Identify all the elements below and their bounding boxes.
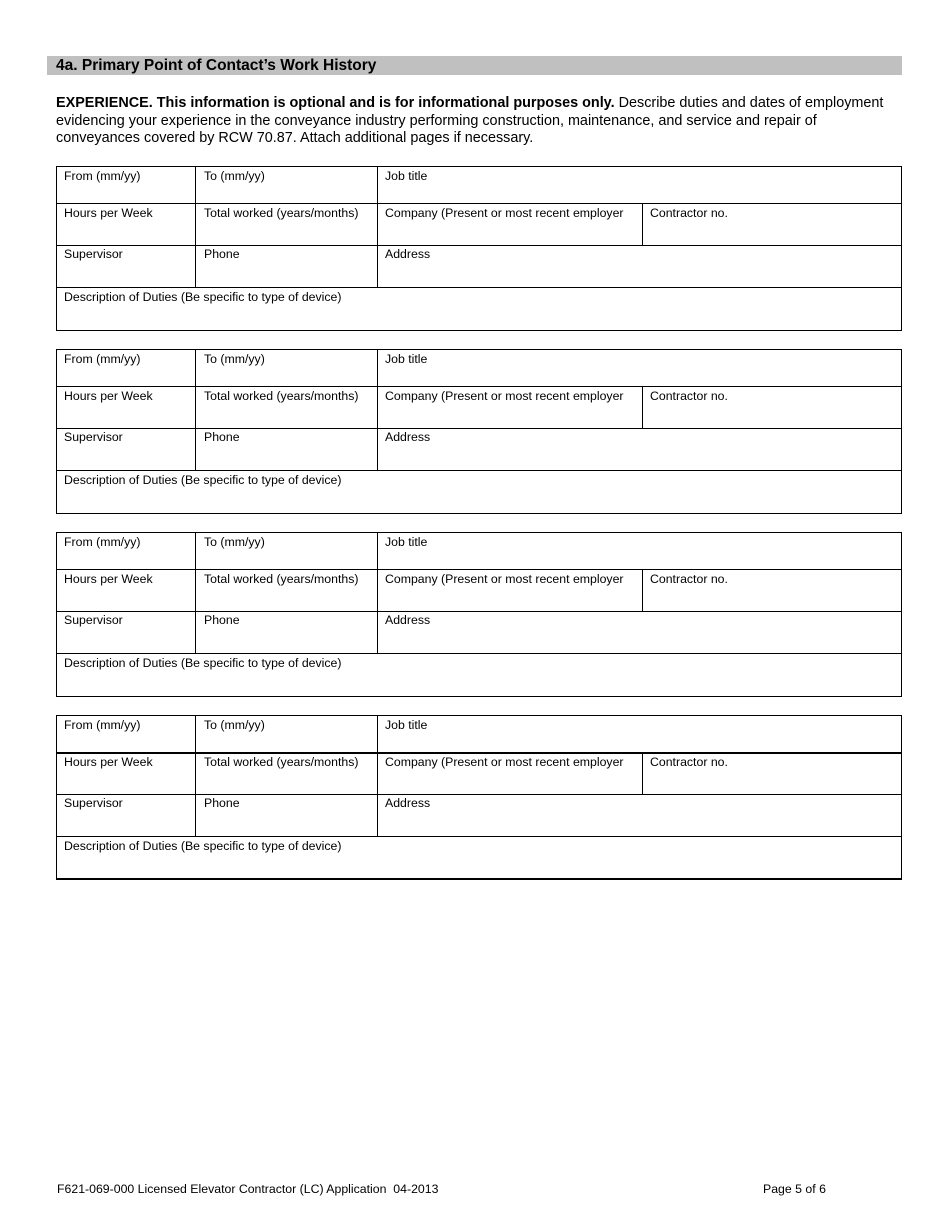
description-field[interactable]: Description of Duties (Be specific to type of device) [64,473,342,487]
row-divider [57,428,901,429]
form-identifier: F621-069-000 Licensed Elevator Contractor (LC) Application 04-2013 [57,1182,439,1196]
column-divider [642,386,643,428]
job-title-field[interactable]: Job title [385,352,428,366]
supervisor-field[interactable]: Supervisor [64,247,123,261]
description-field[interactable]: Description of Duties (Be specific to type of device) [64,290,342,304]
supervisor-field[interactable]: Supervisor [64,796,123,810]
work-history-block-2 [56,349,902,514]
row-divider [57,836,901,837]
job-title-field[interactable]: Job title [385,535,428,549]
row-divider [57,611,901,612]
total-worked-field[interactable]: Total worked (years/months) [204,389,359,403]
from-date-field[interactable]: From (mm/yy) [64,169,141,183]
from-date-field[interactable]: From (mm/yy) [64,352,141,366]
from-date-field[interactable]: From (mm/yy) [64,718,141,732]
row-divider [57,653,901,654]
total-worked-field[interactable]: Total worked (years/months) [204,572,359,586]
contractor-number-field[interactable]: Contractor no. [650,206,728,220]
column-divider [377,533,378,653]
experience-lead: EXPERIENCE. This information is optional and is for informational purposes only. [56,95,615,111]
address-field[interactable]: Address [385,247,431,261]
job-title-field[interactable]: Job title [385,718,428,732]
description-field[interactable]: Description of Duties (Be specific to type of device) [64,656,342,670]
experience-text: Describe duties and dates of employment evidencing your experience in the conveyance industry performing construction, maintenance, and service and repair of conveyances covered by RCW 70.87. Attach additional pages if necessary. [56,95,884,147]
total-worked-field[interactable]: Total worked (years/months) [204,206,359,220]
address-field[interactable]: Address [385,796,431,810]
experience-instructions [56,95,892,148]
supervisor-field[interactable]: Supervisor [64,613,123,627]
hours-per-week-field[interactable]: Hours per Week [64,206,153,220]
work-history-block-4 [56,715,902,880]
to-date-field[interactable]: To (mm/yy) [204,169,265,183]
page-number: Page 5 of 6 [763,1182,826,1196]
company-field[interactable]: Company (Present or most recent employer [385,755,624,769]
total-worked-field[interactable]: Total worked (years/months) [204,755,359,769]
to-date-field[interactable]: To (mm/yy) [204,718,265,732]
column-divider [377,350,378,470]
row-divider [57,794,901,795]
supervisor-field[interactable]: Supervisor [64,430,123,444]
contractor-number-field[interactable]: Contractor no. [650,755,728,769]
row-divider [57,752,901,754]
column-divider [377,167,378,287]
hours-per-week-field[interactable]: Hours per Week [64,572,153,586]
contractor-number-field[interactable]: Contractor no. [650,389,728,403]
column-divider [642,752,643,794]
row-divider [57,287,901,288]
phone-field[interactable]: Phone [204,430,240,444]
work-history-block-3 [56,532,902,697]
from-date-field[interactable]: From (mm/yy) [64,535,141,549]
address-field[interactable]: Address [385,430,431,444]
row-divider [57,245,901,246]
row-divider [57,203,901,204]
phone-field[interactable]: Phone [204,247,240,261]
company-field[interactable]: Company (Present or most recent employer [385,389,624,403]
contractor-number-field[interactable]: Contractor no. [650,572,728,586]
column-divider [642,569,643,611]
work-history-block-1 [56,166,902,331]
company-field[interactable]: Company (Present or most recent employer [385,572,624,586]
row-divider [57,386,901,387]
company-field[interactable]: Company (Present or most recent employer [385,206,624,220]
row-divider [57,470,901,471]
description-field[interactable]: Description of Duties (Be specific to type of device) [64,839,342,853]
section-header: 4a. Primary Point of Contact’s Work History [47,56,902,75]
hours-per-week-field[interactable]: Hours per Week [64,755,153,769]
column-divider [377,716,378,836]
phone-field[interactable]: Phone [204,796,240,810]
column-divider [642,203,643,245]
hours-per-week-field[interactable]: Hours per Week [64,389,153,403]
column-divider [195,533,196,653]
column-divider [195,167,196,287]
to-date-field[interactable]: To (mm/yy) [204,535,265,549]
phone-field[interactable]: Phone [204,613,240,627]
row-divider [57,569,901,570]
column-divider [195,716,196,836]
job-title-field[interactable]: Job title [385,169,428,183]
to-date-field[interactable]: To (mm/yy) [204,352,265,366]
column-divider [195,350,196,470]
address-field[interactable]: Address [385,613,431,627]
